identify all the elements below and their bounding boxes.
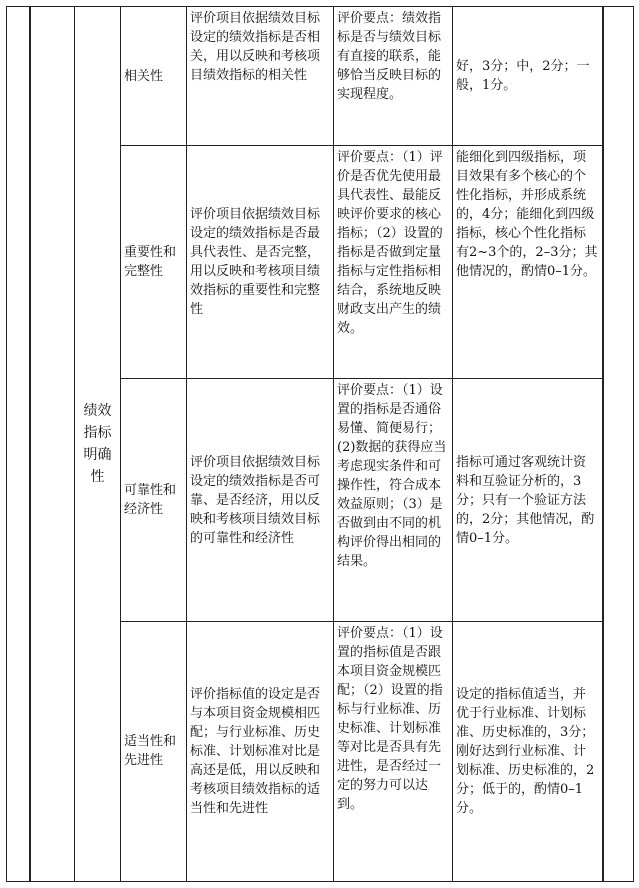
description-cell: 评价项目依据绩效目标设定的绩效指标是否相关，用以反映和考核项目绩效指标的相关性 xyxy=(187,7,334,146)
key-points-cell: 评价要点：（1）设置的指标是否通俗易懂、简便易行；(2)数据的获得应当考虑现实条件和可操作性，符合成本效益原则；（3）是否做到由不同的机构评价得出相同的结果。 xyxy=(334,379,453,621)
indicator-cell: 可靠性和经济性 xyxy=(121,379,187,621)
key-points-cell: 评价要点：（1）设置的指标值是否跟本项目资金规模匹配；（2）设置的指标与行业标准、历史标准、计划标准等对比是否具有先进性，是否经过一定的努力可以达到。 xyxy=(334,621,453,881)
description-cell: 评价指标值的设定是否与本项目资金规模相匹配；与行业标准、历史标准、计划标准对比是高还是低，用以反映和考核项目绩效指标的适当性和先进性 xyxy=(187,621,334,881)
scoring-cell: 指标可通过客观统计资料和互验证分析的，3分；只有一个验证方法的，2分；其他情况，酌情0–1分。 xyxy=(453,379,603,621)
category-label: 绩效指标明确性 xyxy=(83,403,112,485)
table-row xyxy=(7,7,634,146)
outer-left-column xyxy=(7,7,30,882)
description-cell: 评价项目依据绩效目标设定的绩效指标是否可靠、是否经济，用以反映和考核项目绩效目标的可靠性和经济性 xyxy=(187,379,334,621)
indicator-cell: 相关性 xyxy=(121,7,187,146)
scoring-cell: 设定的指标值适当，并优于行业标准、计划标准、历史标准的，3分；刚好达到行业标准、计划标准、历史标准的，2分；低于的，酌情0–1分。 xyxy=(453,621,603,881)
description-cell: 评价项目依据绩效目标设定的绩效指标是否最具代表性、是否完整，用以反映和考核项目绩效指标的重要性和完整性 xyxy=(187,146,334,379)
scoring-cell: 好，3分；中，2分；一般，1分。 xyxy=(453,7,603,146)
key-points-cell: 评价要点：（1）评价是否优先使用最具代表性、最能反映评价要求的核心指标；（2）设置的指标是否做到定量指标与定性指标相结合，系统地反映财政支出产生的绩效。 xyxy=(334,146,453,379)
indicator-cell: 适当性和先进性 xyxy=(121,621,187,881)
evaluation-table xyxy=(6,6,634,882)
indicator-cell: 重要性和完整性 xyxy=(121,146,187,379)
category-cell xyxy=(75,7,121,882)
level1-column xyxy=(30,7,75,882)
key-points-cell: 评价要点：绩效指标是否与绩效目标有直接的联系，能够恰当反映目标的实现程度。 xyxy=(334,7,453,146)
scoring-cell: 能细化到四级指标，项目效果有多个核心的个性化指标，并形成系统的，4分；能细化到四级指标，核心个性化指标有2~3个的，2–3分；其他情况的，酌情0–1分。 xyxy=(453,146,603,379)
outer-right-column xyxy=(603,7,634,882)
